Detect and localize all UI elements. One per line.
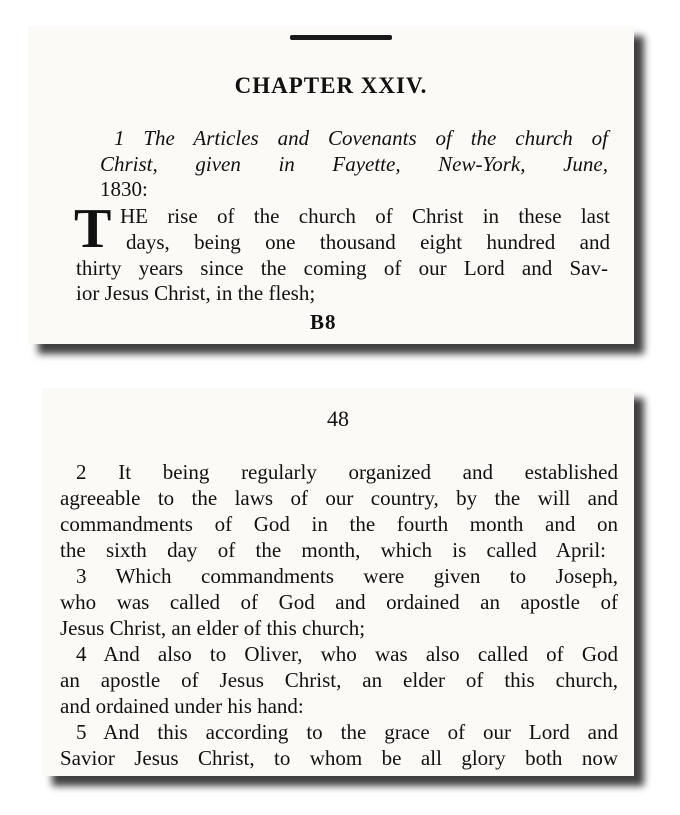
page-number: 48 (327, 406, 349, 431)
chapter-title: CHAPTER XXIV. (234, 73, 428, 98)
top-rule-divider (290, 35, 392, 40)
verse-line: agreeable to the laws of our country, by the will and (60, 486, 618, 510)
verse-line: and ordained under his hand: (60, 694, 304, 718)
verse-line: the sixth day of the month, which is called April: (60, 538, 606, 562)
verse-line: 2 It being regularly organized and established (76, 460, 618, 484)
page-clipping-chapter-heading (28, 26, 634, 344)
verse-heading-line: Christ, given in Fayette, New-York, June, (100, 152, 608, 176)
page-clipping-verses (42, 388, 634, 776)
verse-line: Jesus Christ, an elder of this church; (60, 616, 366, 640)
verse-line: 5 And this according to the grace of our Lord and (76, 720, 618, 744)
verse-line: who was called of God and ordained an apostle of (60, 590, 618, 614)
body-text-line: thirty years since the coming of our Lord and Sav- (76, 256, 608, 280)
verse-line: an apostle of Jesus Christ, an elder of this church, (60, 668, 618, 692)
verse-heading-line: 1830: (100, 177, 148, 201)
printer-signature-mark: B8 (310, 310, 337, 334)
verse-line: 4 And also to Oliver, who was also called of God (76, 642, 618, 666)
verse-line: 3 Which commandments were given to Joseph, (76, 564, 618, 588)
verse-heading-line: 1 The Articles and Covenants of the church of (114, 126, 608, 150)
body-text-line: days, being one thousand eight hundred and (126, 230, 610, 254)
body-text-line: ior Jesus Christ, in the flesh; (76, 281, 316, 305)
drop-cap-letter: T (74, 198, 112, 260)
verse-line: commandments of God in the fourth month and on (60, 512, 618, 536)
verse-line: Savior Jesus Christ, to whom be all glory both now (60, 746, 618, 770)
body-text-line: HE rise of the church of Christ in these last (120, 204, 610, 228)
